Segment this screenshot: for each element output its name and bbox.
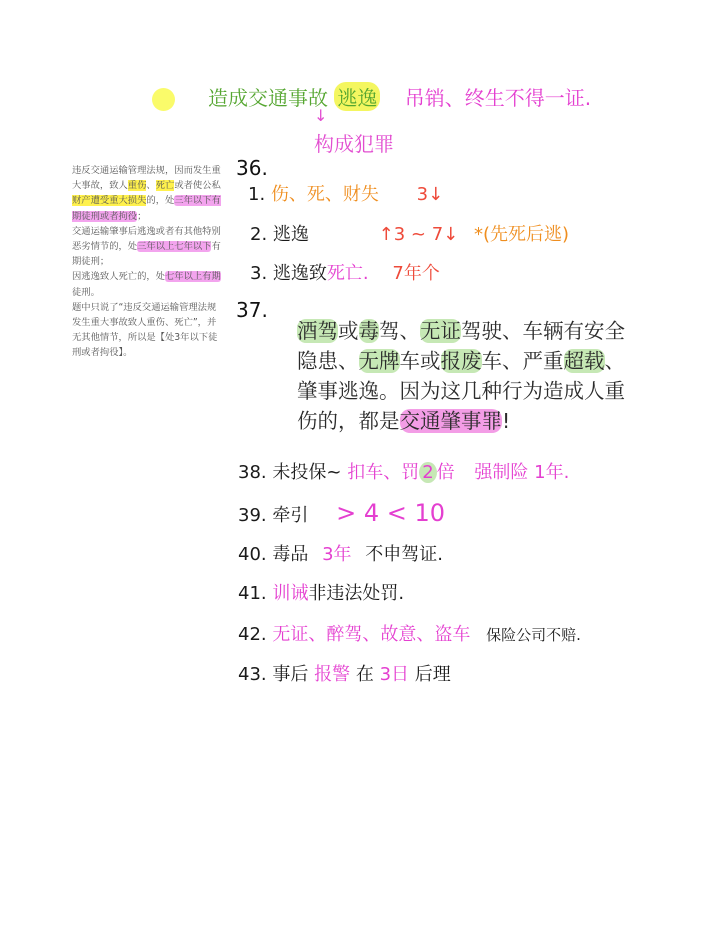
highlight-pink: 三年以上七年以下 bbox=[137, 241, 212, 253]
q36-number: 36. bbox=[236, 156, 268, 180]
q41-line: 41. 训诫非违法处罚. bbox=[238, 583, 405, 604]
header-result: 构成犯罪 bbox=[314, 132, 394, 156]
header-part1: 造成交通事故 bbox=[208, 86, 328, 110]
header-line bbox=[208, 82, 591, 111]
highlight-yellow: 死亡 bbox=[155, 180, 175, 192]
q39-line: 39. 牵引 > 4 < 10 bbox=[238, 499, 446, 527]
q42-line: 42. 无证、醉驾、故意、盗车 保险公司不赔. bbox=[238, 624, 581, 645]
yellow-dot bbox=[152, 88, 175, 111]
note-paragraph-2: 交通运输肇事后逃逸或者有其他特别恶劣情节的，处三年以上七年以下有期徒刑； bbox=[72, 225, 221, 268]
sidebar-note bbox=[72, 163, 224, 361]
q37-number: 37. bbox=[236, 298, 268, 322]
down-arrow-icon: ↓ bbox=[314, 106, 328, 125]
highlight-yellow: 重伤 bbox=[127, 180, 147, 192]
note-paragraph-4: 题中只说了“违反交通运输管理法规发生重大事故致人重伤、死亡”，并无其他情节，所以是【处3年以下徒刑或者拘役】。 bbox=[72, 301, 218, 359]
highlight-pink: 三年以下有期徒刑或者拘役 bbox=[72, 195, 221, 222]
q36-row-2: 2. 逃逸 ↑3 ~ 7↓ *(先死后逃) bbox=[250, 224, 570, 245]
q36-row-1: 1. 伤、死、财失 3↓ bbox=[248, 184, 444, 205]
q40-line: 40. 毒品 3年 不申驾证. bbox=[238, 544, 444, 565]
highlight-pink: 七年以上有期 bbox=[164, 271, 221, 283]
header-escape: 逃逸 bbox=[334, 82, 380, 111]
header-part3: 吊销、终生不得一证. bbox=[404, 86, 592, 110]
note-paragraph-1: 违反交通运输管理法规，因而发生重大事故，致人重伤、死亡或者使公私财产遭受重大损失的，处三年以下有期徒刑或者拘役； bbox=[72, 165, 221, 222]
q38-line: 38. 未投保~ 扣车、罚 2 倍 强制险 1年. bbox=[238, 462, 570, 483]
q37-body: 酒驾或毒驾、无证驾驶、车辆有安全隐患、无牌车或报废车、严重超载、肇事逃逸。因为这几种行为造成人重伤的，都是交通肇事罪! bbox=[297, 319, 625, 433]
q36-row-3: 3. 逃逸致死亡. 7年个 bbox=[250, 263, 440, 284]
highlight-yellow: 财产遭受重大损失 bbox=[72, 195, 147, 207]
note-paragraph-3: 因逃逸致人死亡的，处七年以上有期徒刑。 bbox=[72, 271, 221, 298]
q43-line: 43. 事后 报警 在 3日 后理 bbox=[238, 664, 451, 685]
